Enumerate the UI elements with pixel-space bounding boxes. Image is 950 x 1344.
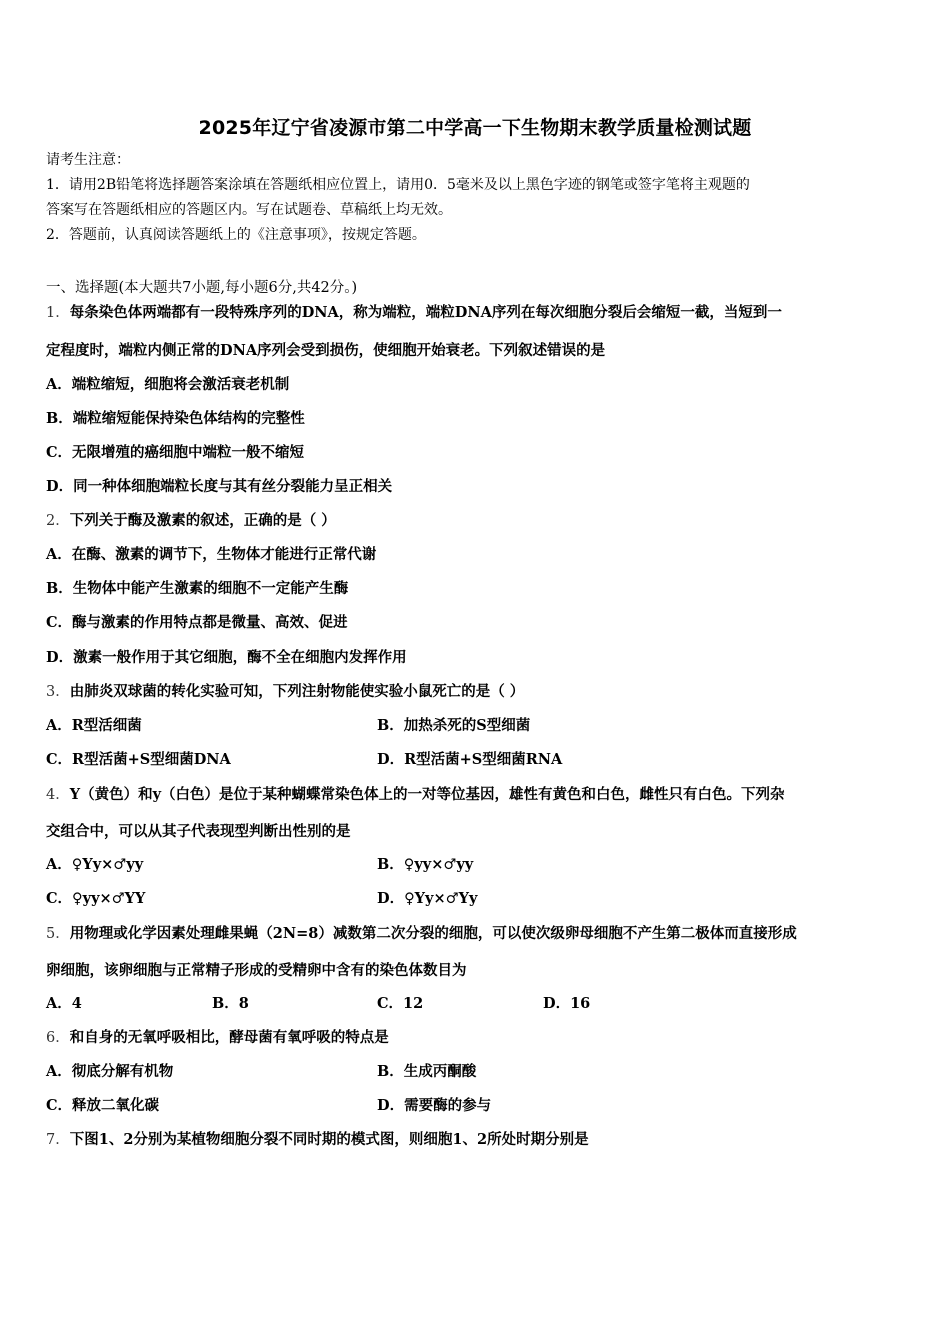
question-5-line-2: 卵细胞，该卵细胞与正常精子形成的受精卵中含有的染色体数目为 [46,962,467,979]
question-1-line-2: 定程度时，端粒内侧正常的DNA序列会受到损伤，使细胞开始衰老。下列叙述错误的是 [46,342,606,359]
question-2-option-b[interactable]: B．生物体中能产生激素的细胞不一定能产生酶 [46,580,349,597]
question-3-option-a[interactable]: A．R型活细菌 [46,717,142,734]
question-5-option-d[interactable]: D．16 [543,995,591,1012]
question-text: Y（黄色）和y（白色）是位于某种蝴蝶常染色体上的一对等位基因，雄性有黄色和白色，雌性只有白色。下列杂 [69,786,785,803]
question-1-option-b[interactable]: B．端粒缩短能保持染色体结构的完整性 [46,410,305,427]
question-text: 下列关于酶及激素的叙述，正确的是（ ） [69,512,336,529]
question-5 [46,922,797,943]
question-2 [46,509,336,530]
question-4-option-a[interactable]: A．♀Yy×♂yy [46,856,144,873]
question-1 [46,301,782,322]
question-5-option-a[interactable]: A．4 [46,995,82,1012]
question-4-option-b[interactable]: B．♀yy×♂yy [377,856,474,873]
question-1-option-c[interactable]: C．无限增殖的癌细胞中端粒一般不缩短 [46,444,305,461]
section-header: 一、选择题(本大题共7小题,每小题6分,共42分。) [46,280,358,296]
page-title: 2025年辽宁省凌源市第二中学高一下生物期末教学质量检测试题 [198,117,752,139]
notice-item-1-line-2: 答案写在答题纸相应的答题区内。写在试题卷、草稿纸上均无效。 [46,202,452,218]
question-text: 每条染色体两端都有一段特殊序列的DNA，称为端粒，端粒DNA序列在每次细胞分裂后会缩短一截，当短到一 [69,304,782,321]
question-4-option-c[interactable]: C．♀yy×♂YY [46,890,146,907]
question-number: 7． [46,1132,70,1148]
question-number: 4． [46,787,70,803]
question-3-option-d[interactable]: D．R型活菌+S型细菌RNA [377,751,563,768]
notice-item-1-line-1: 1．请用2B铅笔将选择题答案涂填在答题纸相应位置上，请用0．5毫米及以上黑色字迹的钢笔或签字笔将主观题的 [46,177,750,193]
question-6 [46,1026,389,1047]
question-7 [46,1128,589,1149]
question-number: 5． [46,926,70,942]
question-4 [46,783,785,804]
question-2-option-c[interactable]: C．酶与激素的作用特点都是微量、高效、促进 [46,614,348,631]
notice-header: 请考生注意： [46,152,130,168]
question-number: 2． [46,513,70,529]
question-3 [46,680,524,701]
question-number: 3． [46,684,70,700]
question-3-option-b[interactable]: B．加热杀死的S型细菌 [377,717,531,734]
question-6-option-a[interactable]: A．彻底分解有机物 [46,1063,174,1080]
question-6-option-b[interactable]: B．生成丙酮酸 [377,1063,477,1080]
question-2-option-a[interactable]: A．在酶、激素的调节下，生物体才能进行正常代谢 [46,546,377,563]
question-text: 由肺炎双球菌的转化实验可知，下列注射物能使实验小鼠死亡的是（ ） [69,683,525,700]
notice-block [46,148,906,248]
question-5-option-b[interactable]: B．8 [212,995,249,1012]
question-1-option-d[interactable]: D．同一种体细胞端粒长度与其有丝分裂能力呈正相关 [46,478,393,495]
question-number: 6． [46,1030,70,1046]
question-3-option-c[interactable]: C．R型活菌+S型细菌DNA [46,751,231,768]
question-5-option-c[interactable]: C．12 [377,995,424,1012]
question-2-option-d[interactable]: D．激素一般作用于其它细胞，酶不全在细胞内发挥作用 [46,649,407,666]
question-4-option-d[interactable]: D．♀Yy×♂Yy [377,890,478,907]
question-6-option-d[interactable]: D．需要酶的参与 [377,1097,492,1114]
question-text: 和自身的无氧呼吸相比，酵母菌有氧呼吸的特点是 [69,1029,389,1046]
notice-item-2: 2．答题前，认真阅读答题纸上的《注意事项》，按规定答题。 [46,227,426,243]
question-6-option-c[interactable]: C．释放二氧化碳 [46,1097,160,1114]
question-text: 用物理或化学因素处理雌果蝇（2N=8）减数第二次分裂的细胞，可以使次级卵母细胞不产生第二极体而直接形成 [69,925,797,942]
question-text: 下图1、2分别为某植物细胞分裂不同时期的模式图，则细胞1、2所处时期分别是 [69,1131,589,1148]
question-number: 1． [46,305,70,321]
question-1-option-a[interactable]: A．端粒缩短，细胞将会激活衰老机制 [46,376,290,393]
question-4-line-2: 交组合中，可以从其子代表现型判断出性别的是 [46,823,351,840]
